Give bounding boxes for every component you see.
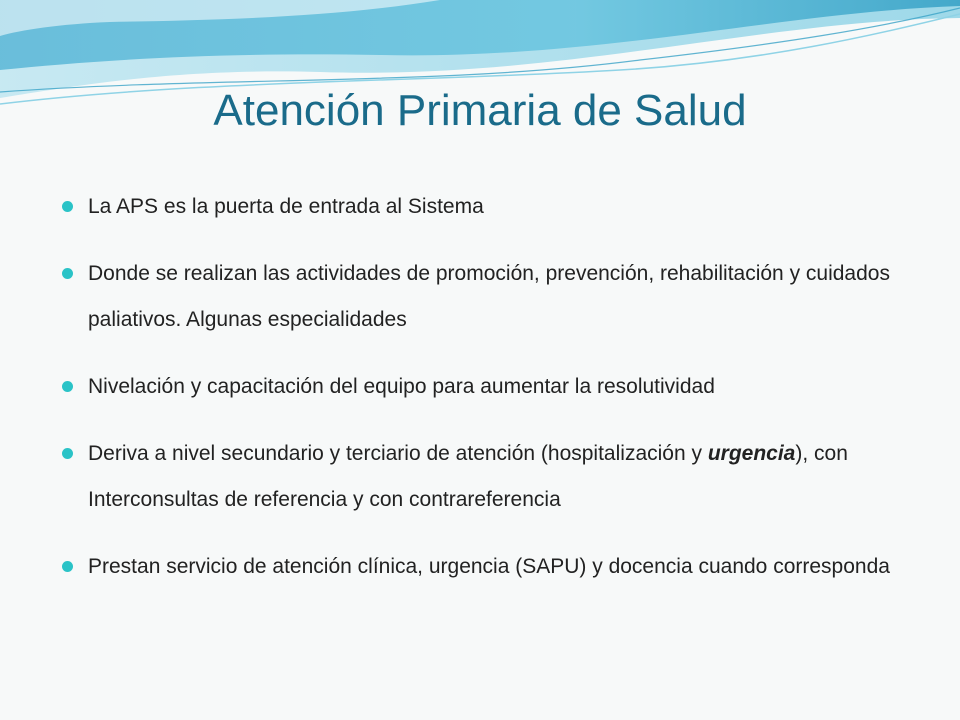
bullet-dot-icon bbox=[62, 448, 73, 459]
slide-title: Atención Primaria de Salud bbox=[213, 86, 747, 135]
bullet-item bbox=[62, 251, 902, 343]
bullet-text-start: Deriva a nivel secundario y terciario de atención (hospitalización y bbox=[88, 442, 708, 465]
bullet-text: Prestan servicio de atención clínica, urgencia (SAPU) y docencia cuando corresponda bbox=[88, 555, 890, 578]
bullet-item bbox=[62, 544, 902, 590]
bullet-emphasis: urgencia bbox=[707, 442, 796, 465]
bullet-item bbox=[62, 184, 902, 230]
bullet-text: La APS es la puerta de entrada al Sistema bbox=[88, 195, 484, 218]
bullet-text: Donde se realizan las actividades de promoción, prevención, rehabilitación y cuidados paliativos. Algunas especialidades bbox=[88, 262, 890, 331]
bullet-dot-icon bbox=[62, 268, 73, 279]
bullet-item bbox=[62, 364, 902, 410]
bullet-dot-icon bbox=[62, 201, 73, 212]
bullet-text: Nivelación y capacitación del equipo para aumentar la resolutividad bbox=[88, 375, 715, 398]
bullet-dot-icon bbox=[62, 381, 73, 392]
bullet-item bbox=[62, 431, 902, 523]
bullet-dot-icon bbox=[62, 561, 73, 572]
bullet-list bbox=[62, 184, 902, 611]
bullet-text-end: ), con Interconsultas de referencia y con contrareferencia bbox=[88, 442, 848, 511]
